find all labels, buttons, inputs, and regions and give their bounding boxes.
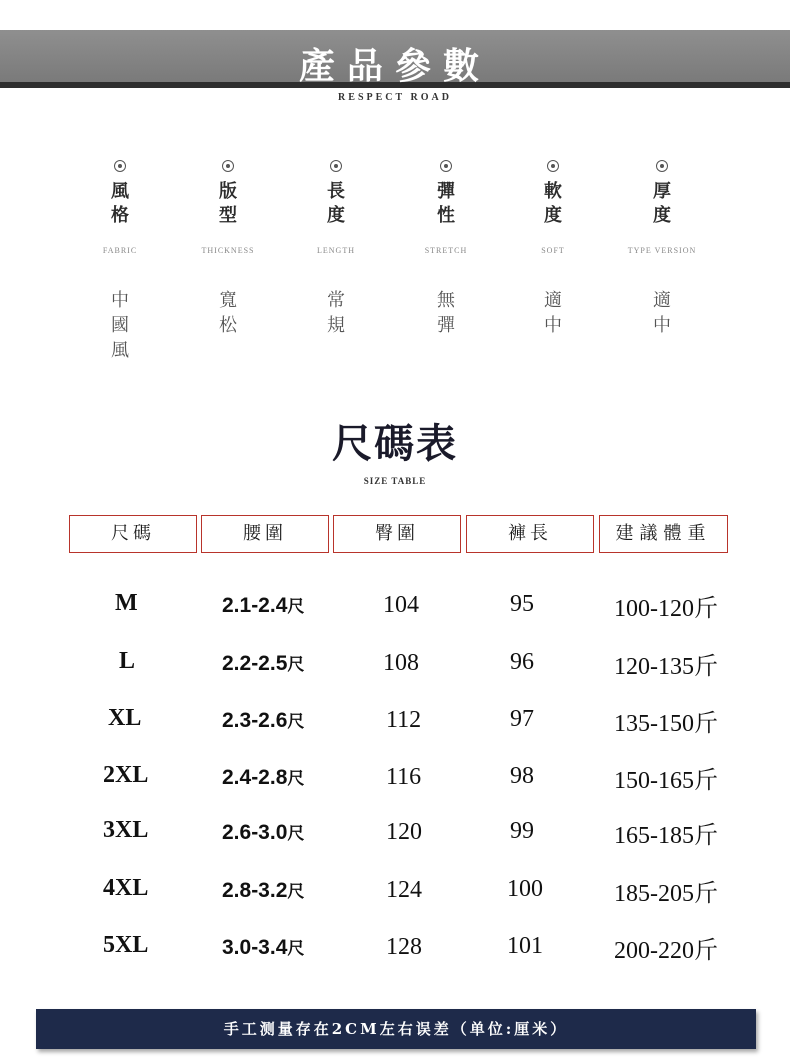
hip-cell: 104 [383,592,419,618]
unit-label: 尺 [287,824,305,844]
weight-cell: 165-185斤 [614,823,718,849]
param-label: 版型 [219,181,237,226]
param-column [498,160,608,336]
waist-cell: 3.0-3.4尺 [222,936,305,959]
unit-label: 斤 [694,711,718,737]
radio-dot-icon [440,160,452,172]
waist-cell: 2.6-3.0尺 [222,821,305,844]
param-column [391,160,501,336]
radio-dot-icon [656,160,668,172]
hip-cell: 120 [386,819,422,845]
weight-cell: 100-120斤 [614,596,718,622]
length-cell: 96 [510,649,534,675]
param-label: 風格 [111,181,129,226]
page-subtitle: RESPECT ROAD [338,92,452,103]
header-banner [0,30,790,88]
size-cell: XL [108,705,142,731]
waist-cell: 2.1-2.4尺 [222,594,305,617]
weight-cell: 185-205斤 [614,881,718,907]
unit-label: 斤 [694,654,718,680]
param-label: 軟度 [544,181,562,226]
param-value: 適中 [653,290,671,336]
waist-cell: 2.4-2.8尺 [222,766,305,789]
header-hip: 臀圍 [333,515,461,553]
size-table-subtitle: SIZE TABLE [363,476,427,486]
size-cell: 5XL [103,932,149,958]
unit-label: 尺 [287,882,305,902]
length-cell: 95 [510,591,534,617]
header-weight: 建議體重 [599,515,728,553]
param-english-label: LENGTH [317,246,355,255]
radio-dot-icon [222,160,234,172]
unit-label: 尺 [287,597,305,617]
param-label: 長度 [327,181,345,226]
hip-cell: 112 [386,707,422,733]
param-value: 常規 [327,290,345,336]
size-table-title: 尺碼表 [332,420,458,467]
param-label: 厚度 [653,181,671,226]
hip-cell: 116 [386,764,422,790]
param-label: 彈性 [437,181,455,226]
page-title: 產品參數 [298,45,491,87]
param-value: 寬松 [219,290,237,336]
unit-label: 尺 [287,712,305,732]
param-english-label: FABRIC [102,246,138,255]
unit-label: 尺 [287,769,305,789]
param-column [607,160,717,336]
header-size: 尺碼 [69,515,197,553]
header-waist: 腰圍 [201,515,329,553]
length-cell: 101 [507,933,543,959]
length-cell: 100 [507,876,543,902]
hip-cell: 108 [383,650,419,676]
param-english-label: SOFT [541,246,565,255]
radio-dot-icon [547,160,559,172]
param-column [281,160,391,336]
unit-label: 斤 [694,823,718,849]
param-value: 適中 [544,290,562,336]
size-cell: 2XL [103,762,149,788]
unit-label: 尺 [287,655,305,675]
weight-cell: 120-135斤 [614,654,718,680]
length-cell: 99 [510,818,534,844]
weight-cell: 150-165斤 [614,768,718,794]
waist-cell: 2.2-2.5尺 [222,652,305,675]
param-column [65,160,175,361]
weight-cell: 135-150斤 [614,711,718,737]
param-english-label: THICKNESS [201,246,255,255]
unit-label: 斤 [694,881,718,907]
unit-label: 尺 [287,939,305,959]
length-cell: 98 [510,763,534,789]
size-cell: 3XL [103,817,149,843]
unit-label: 斤 [694,938,718,964]
waist-cell: 2.3-2.6尺 [222,709,305,732]
param-value: 中國風 [111,290,129,361]
hip-cell: 124 [386,877,422,903]
radio-dot-icon [114,160,126,172]
param-column [173,160,283,336]
param-english-label: TYPE VERSION [627,246,697,255]
size-cell: 4XL [103,875,149,901]
param-value: 無彈 [437,290,455,336]
unit-label: 斤 [694,768,718,794]
size-cell: M [115,590,138,616]
weight-cell: 200-220斤 [614,938,718,964]
footer-note: 手工测量存在2CM左右误差（单位:厘米） [36,1009,756,1049]
size-cell: L [119,648,136,674]
hip-cell: 128 [386,934,422,960]
header-length: 褲長 [466,515,594,553]
length-cell: 97 [510,706,534,732]
unit-label: 斤 [694,596,718,622]
param-english-label: STRETCH [424,246,468,255]
radio-dot-icon [330,160,342,172]
waist-cell: 2.8-3.2尺 [222,879,305,902]
